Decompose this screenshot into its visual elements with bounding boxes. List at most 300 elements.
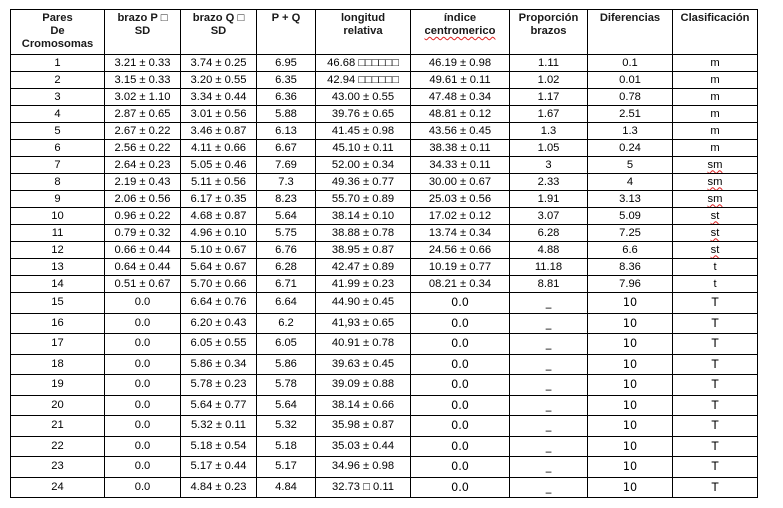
cell-brazo-q [181,72,257,89]
cell-par [11,436,105,457]
table-row [11,140,758,157]
cell-indice-centromerico [411,191,510,208]
cell-indice-centromerico [411,242,510,259]
cell-longitud-relativa [316,457,411,478]
cell-indice-centromerico-text: 0.0 [451,439,469,453]
cell-diferencias-text: 0.78 [619,90,641,103]
cell-p-plus-q [257,191,316,208]
cell-par-text: 15 [51,296,64,309]
cell-indice-centromerico [411,276,510,293]
cell-clasificacion [673,259,758,276]
cell-par-text: 2 [54,73,61,86]
cell-indice-centromerico-text: 13.74 ± 0.34 [428,226,492,239]
cell-par-text: 3 [54,90,61,103]
cell-par [11,140,105,157]
table-row [11,123,758,140]
cell-brazo-p-text: 0.0 [134,378,151,391]
cell-brazo-q-text: 5.78 ± 0.23 [190,378,247,391]
cell-diferencias [588,259,673,276]
cell-proporcion-brazos-text: _ [545,296,552,310]
header-line: Clasificación [680,12,750,24]
cell-par-text: 5 [54,124,61,137]
cell-proporcion-brazos [510,334,588,355]
cell-p-plus-q [257,208,316,225]
cell-proporcion-brazos-text: 4.88 [537,243,560,256]
cell-longitud-relativa [316,174,411,191]
cell-brazo-q-text: 6.20 ± 0.43 [190,316,247,329]
cell-par [11,89,105,106]
cell-proporcion-brazos-text: 8.81 [537,277,560,290]
cell-par-text: 24 [51,480,64,493]
cell-indice-centromerico-text: 0.0 [451,357,469,371]
cell-diferencias-text: 10 [622,337,638,351]
cell-p-plus-q-text: 5.88 [275,107,297,120]
cell-brazo-q-text: 4.96 ± 0.10 [190,226,247,239]
cell-brazo-q [181,313,257,334]
cell-indice-centromerico [411,259,510,276]
cell-brazo-p-text: 0.0 [134,398,151,411]
header-line-spellcheck: centromerico [424,25,496,37]
cell-diferencias-text: 5.09 [619,209,641,222]
cell-par [11,354,105,375]
cell-indice-centromerico [411,457,510,478]
cell-longitud-relativa [316,477,411,498]
cell-diferencias [588,89,673,106]
cell-diferencias [588,334,673,355]
cell-p-plus-q-text: 4.84 [275,480,297,493]
cell-proporcion-brazos [510,242,588,259]
table-row [11,174,758,191]
table-body [11,55,758,498]
cell-brazo-p-text: 0.0 [134,460,151,473]
cell-indice-centromerico [411,225,510,242]
header-p-plus-q [257,10,316,55]
cell-diferencias [588,354,673,375]
table-row [11,395,758,416]
cell-brazo-p [105,395,181,416]
cell-p-plus-q [257,106,316,123]
cell-diferencias [588,72,673,89]
cell-clasificacion [673,140,758,157]
table-row [11,276,758,293]
cell-brazo-q [181,242,257,259]
cell-brazo-p [105,313,181,334]
cell-diferencias-text: 10 [622,398,638,412]
cell-brazo-q-text: 5.17 ± 0.44 [190,460,247,473]
cell-longitud-relativa [316,293,411,314]
cell-diferencias-text: 8.36 [619,260,641,273]
cell-proporcion-brazos [510,477,588,498]
cell-brazo-p-text: 0.0 [134,337,151,350]
cell-p-plus-q [257,436,316,457]
cell-proporcion-brazos-text: _ [545,337,552,351]
cell-clasificacion-text: T [711,357,719,371]
cell-longitud-relativa [316,208,411,225]
cell-brazo-q [181,191,257,208]
cell-brazo-p [105,334,181,355]
cell-longitud-relativa-text: 35.98 ± 0.87 [331,419,395,432]
cell-brazo-q-text: 6.05 ± 0.55 [190,337,247,350]
cell-clasificacion [673,416,758,437]
cell-diferencias [588,313,673,334]
cell-brazo-q [181,395,257,416]
cell-clasificacion [673,436,758,457]
cell-brazo-q-text: 6.17 ± 0.35 [190,192,247,205]
cell-longitud-relativa-text: 49.36 ± 0.77 [331,175,395,188]
table-row [11,436,758,457]
cell-par-text: 10 [51,209,64,222]
cell-p-plus-q-text: 7.69 [275,158,297,171]
cell-diferencias [588,225,673,242]
cell-brazo-q [181,123,257,140]
cell-brazo-p-text: 2.19 ± 0.43 [114,175,171,188]
cell-diferencias-text: 4 [626,175,634,188]
cell-brazo-p-text: 3.21 ± 0.33 [114,56,171,69]
cell-diferencias [588,457,673,478]
table-row [11,334,758,355]
cell-longitud-relativa [316,395,411,416]
cell-proporcion-brazos [510,140,588,157]
cell-par [11,395,105,416]
cell-p-plus-q [257,375,316,396]
cell-p-plus-q [257,259,316,276]
cell-indice-centromerico [411,477,510,498]
cell-clasificacion [673,89,758,106]
cell-longitud-relativa-text: 42.94 □□□□□□ [327,73,399,86]
cell-par [11,276,105,293]
cell-clasificacion-text: t [713,277,717,290]
cell-p-plus-q-text: 8.23 [275,192,297,205]
cell-longitud-relativa-text: 38.95 ± 0.87 [331,243,395,256]
cell-brazo-p-text: 2.06 ± 0.56 [114,192,171,205]
cell-p-plus-q-text: 6.76 [275,243,297,256]
cell-longitud-relativa-text: 39.63 ± 0.45 [331,357,395,370]
cell-clasificacion-text: T [711,480,719,494]
cell-brazo-q-text: 3.20 ± 0.55 [190,73,247,86]
cell-proporcion-brazos [510,457,588,478]
cell-diferencias [588,157,673,174]
cell-brazo-p [105,55,181,72]
header-indice-centromerico [411,10,510,55]
cell-diferencias-text: 0.01 [619,73,641,86]
cell-diferencias-text: 1.3 [622,124,638,137]
cell-proporcion-brazos-text: _ [545,439,552,453]
cell-clasificacion [673,191,758,208]
cell-longitud-relativa [316,259,411,276]
cell-brazo-q-text: 5.32 ± 0.11 [190,419,247,432]
cell-clasificacion [673,276,758,293]
cell-p-plus-q-text: 6.36 [275,90,297,103]
table-row [11,477,758,498]
cell-brazo-p [105,89,181,106]
cell-brazo-q-text: 5.18 ± 0.54 [190,439,247,452]
cell-clasificacion-text: T [711,460,719,474]
cell-longitud-relativa [316,89,411,106]
cell-longitud-relativa [316,276,411,293]
cell-par [11,375,105,396]
cell-indice-centromerico [411,208,510,225]
cell-clasificacion-text: st [710,243,720,256]
cell-brazo-q [181,106,257,123]
cell-brazo-q [181,477,257,498]
cell-diferencias [588,276,673,293]
cell-p-plus-q-text: 5.17 [275,460,297,473]
cell-proporcion-brazos [510,89,588,106]
cell-clasificacion-text: m [710,56,720,69]
cell-indice-centromerico-text: 0.0 [451,296,469,310]
cell-brazo-p-text: 0.79 ± 0.32 [114,226,171,239]
cell-clasificacion [673,106,758,123]
cell-clasificacion [673,225,758,242]
cell-longitud-relativa [316,140,411,157]
cell-p-plus-q-text: 6.05 [275,337,297,350]
cell-indice-centromerico-text: 0.0 [451,316,469,330]
cell-diferencias-text: 10 [622,480,638,494]
cell-par-text: 20 [51,398,64,411]
cell-proporcion-brazos [510,191,588,208]
cell-par-text: 1 [54,56,61,69]
cell-brazo-q-text: 6.64 ± 0.76 [190,296,247,309]
cell-par [11,259,105,276]
cell-indice-centromerico-text: 47.48 ± 0.34 [428,90,492,103]
header-line: Pares [42,12,73,24]
cell-brazo-p-text: 0.0 [134,296,151,309]
cell-brazo-p [105,242,181,259]
cell-p-plus-q [257,477,316,498]
cell-brazo-p [105,123,181,140]
cell-p-plus-q-text: 5.64 [275,398,297,411]
cell-par-text: 14 [51,277,64,290]
cell-indice-centromerico-text: 0.0 [451,378,469,392]
cell-diferencias-text: 10 [622,296,638,310]
header-longitud-relativa [316,10,411,55]
cell-brazo-p [105,174,181,191]
cell-longitud-relativa [316,375,411,396]
header-brazo-q-sd [181,10,257,55]
cell-diferencias-text: 7.96 [619,277,641,290]
cell-diferencias-text: 10 [622,439,638,453]
cell-brazo-p-text: 2.87 ± 0.65 [114,107,171,120]
cell-brazo-q [181,259,257,276]
cell-p-plus-q-text: 5.32 [275,419,297,432]
cell-brazo-p [105,293,181,314]
cell-par [11,174,105,191]
cell-brazo-q-text: 5.86 ± 0.34 [190,357,247,370]
cell-indice-centromerico-text: 34.33 ± 0.11 [429,158,491,171]
cell-proporcion-brazos [510,276,588,293]
cell-brazo-p [105,191,181,208]
cell-par-text: 6 [54,141,61,154]
cell-brazo-q-text: 5.64 ± 0.67 [190,260,247,273]
table-row [11,106,758,123]
cell-diferencias [588,375,673,396]
cell-brazo-p [105,457,181,478]
cell-par [11,191,105,208]
table-row [11,354,758,375]
cell-indice-centromerico-text: 48.81 ± 0.12 [428,107,492,120]
cell-indice-centromerico-text: 0.0 [451,460,469,474]
cell-brazo-q [181,89,257,106]
cell-longitud-relativa [316,416,411,437]
cell-par [11,416,105,437]
cell-brazo-p [105,106,181,123]
table-row [11,55,758,72]
cell-par-text: 4 [54,107,61,120]
table-row [11,89,758,106]
cell-indice-centromerico [411,123,510,140]
cell-diferencias-text: 10 [622,357,638,371]
cell-proporcion-brazos [510,354,588,375]
cell-brazo-p [105,477,181,498]
cell-p-plus-q-text: 5.64 [275,209,297,222]
cell-brazo-p [105,208,181,225]
cell-clasificacion [673,123,758,140]
cell-par-text: 7 [54,158,61,171]
cell-brazo-p-text: 0.64 ± 0.44 [114,260,171,273]
cell-diferencias-text: 10 [622,316,638,330]
cell-clasificacion [673,242,758,259]
cell-longitud-relativa [316,225,411,242]
cell-par-text: 19 [51,378,64,391]
cell-indice-centromerico-text: 24.56 ± 0.66 [428,243,492,256]
cell-brazo-q-text: 3.34 ± 0.44 [190,90,247,103]
cell-diferencias [588,416,673,437]
cell-par [11,123,105,140]
cell-p-plus-q [257,174,316,191]
cell-brazo-q [181,276,257,293]
cell-par-text: 11 [51,226,64,239]
cell-brazo-q-text: 5.11 ± 0.56 [190,175,247,188]
cell-par-text: 21 [51,419,64,432]
cell-par [11,242,105,259]
cell-clasificacion [673,293,758,314]
cell-p-plus-q [257,123,316,140]
cell-brazo-p [105,276,181,293]
cell-longitud-relativa-text: 38.14 ± 0.66 [331,398,395,411]
cell-p-plus-q [257,225,316,242]
cell-diferencias-text: 6.6 [622,243,638,256]
header-line: longitud [340,12,386,24]
cell-brazo-p-text: 0.51 ± 0.67 [114,277,171,290]
cell-brazo-p-text: 0.96 ± 0.22 [114,209,171,222]
cell-clasificacion-text: T [711,296,719,310]
cell-brazo-p-text: 0.0 [134,480,151,493]
cell-diferencias [588,191,673,208]
table-row [11,225,758,242]
cell-par [11,334,105,355]
cell-proporcion-brazos [510,436,588,457]
cell-brazo-p-text: 0.0 [134,419,151,432]
cell-brazo-q [181,208,257,225]
cell-diferencias [588,436,673,457]
cell-p-plus-q-text: 6.35 [275,73,297,86]
cell-brazo-p [105,157,181,174]
cell-proporcion-brazos-text: 3 [545,158,552,171]
cell-proporcion-brazos [510,395,588,416]
table-row [11,157,758,174]
header-line: Diferencias [599,12,661,24]
header-line: brazo P □ [117,12,168,24]
cell-diferencias-text: 0.24 [619,141,641,154]
cell-proporcion-brazos-text: 1.91 [537,192,560,205]
cell-indice-centromerico [411,395,510,416]
cell-brazo-p [105,416,181,437]
header-proporcion-brazos [510,10,588,55]
cell-brazo-q [181,354,257,375]
cell-brazo-p-text: 0.0 [134,357,151,370]
cell-longitud-relativa [316,72,411,89]
cell-p-plus-q [257,157,316,174]
header-line: SD [134,25,151,37]
cell-longitud-relativa [316,334,411,355]
cell-brazo-q [181,140,257,157]
cell-diferencias-text: 0.1 [622,56,638,69]
cell-p-plus-q [257,334,316,355]
cell-p-plus-q-text: 6.95 [275,56,297,69]
cell-proporcion-brazos [510,416,588,437]
table-row [11,375,758,396]
cell-indice-centromerico-text: 0.0 [451,398,469,412]
header-line: P + Q [271,12,301,24]
cell-indice-centromerico [411,174,510,191]
cell-brazo-q-text: 3.46 ± 0.87 [190,124,247,137]
cell-clasificacion [673,157,758,174]
cell-proporcion-brazos [510,313,588,334]
cell-brazo-q [181,55,257,72]
cell-diferencias [588,395,673,416]
cell-proporcion-brazos [510,375,588,396]
cell-proporcion-brazos [510,174,588,191]
cell-p-plus-q [257,55,316,72]
table-row [11,72,758,89]
header-line: índice [443,12,477,24]
cell-brazo-p [105,375,181,396]
cell-proporcion-brazos-text: 1.3 [540,124,557,137]
cell-brazo-q [181,174,257,191]
cell-indice-centromerico [411,72,510,89]
cell-longitud-relativa [316,157,411,174]
cell-proporcion-brazos-text: _ [545,378,552,392]
cell-proporcion-brazos [510,208,588,225]
cell-clasificacion-text: sm [707,175,723,188]
cell-brazo-q [181,157,257,174]
cell-par [11,157,105,174]
cell-diferencias [588,174,673,191]
cell-diferencias-text: 7.25 [619,226,641,239]
table-row [11,208,758,225]
cell-par-text: 16 [51,316,64,329]
cell-indice-centromerico-text: 25.03 ± 0.56 [428,192,492,205]
cell-brazo-p-text: 2.56 ± 0.22 [114,141,171,154]
cell-brazo-q [181,375,257,396]
chromosome-karyotype-table [10,9,758,498]
cell-longitud-relativa-text: 46.68 □□□□□□ [327,56,399,69]
cell-p-plus-q-text: 5.75 [275,226,297,239]
cell-clasificacion-text: T [711,439,719,453]
cell-par [11,477,105,498]
cell-par-text: 23 [51,460,64,473]
cell-diferencias-text: 10 [622,460,638,474]
cell-proporcion-brazos-text: 1.05 [537,141,560,154]
cell-p-plus-q-text: 5.18 [275,439,297,452]
cell-indice-centromerico-text: 46.19 ± 0.98 [428,56,492,69]
cell-brazo-q [181,416,257,437]
header-pares-cromosomas [11,10,105,55]
cell-clasificacion-text: m [710,141,720,154]
cell-indice-centromerico [411,157,510,174]
cell-par [11,293,105,314]
cell-longitud-relativa-text: 52.00 ± 0.34 [331,158,395,171]
